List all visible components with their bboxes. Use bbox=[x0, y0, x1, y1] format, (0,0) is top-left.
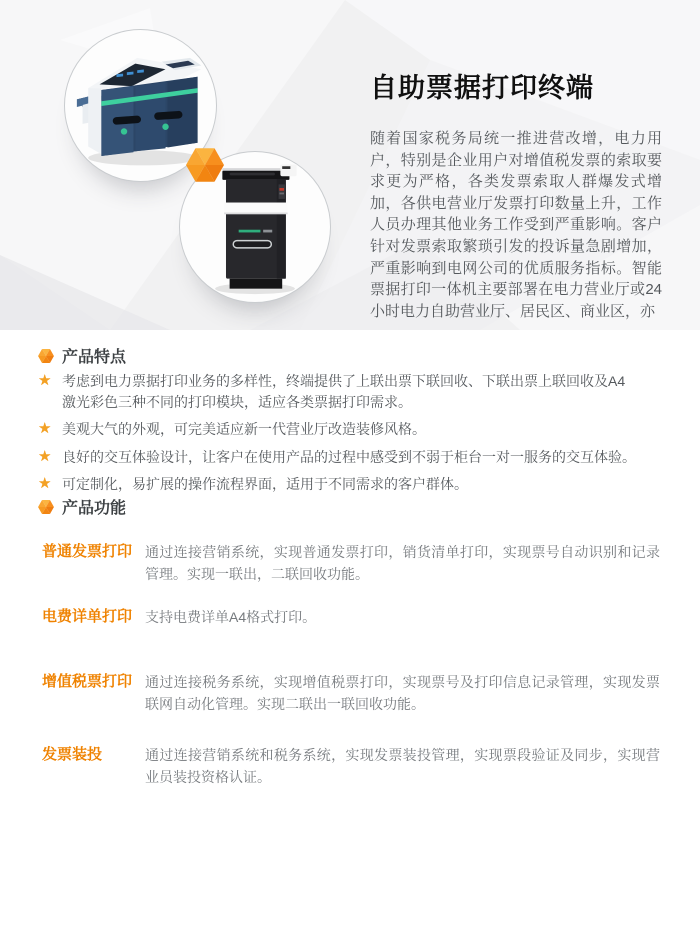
functions-heading: 产品功能 bbox=[62, 500, 127, 517]
star-icon: ★ bbox=[38, 475, 52, 492]
feature-list-item bbox=[38, 419, 638, 440]
features-heading: 产品特点 bbox=[62, 349, 127, 366]
function-row bbox=[42, 541, 660, 585]
function-description: 通过连接税务系统，实现增值税票打印，实现票号及打印信息记录管理，实现发票联网自动化管理。实现二联出一联回收功能。 bbox=[145, 674, 660, 712]
functions-section-header bbox=[38, 495, 126, 518]
feature-text: 考虑到电力票据打印业务的多样性，终端提供了上联出票下联回收、下联出票上联回收及A4激光彩色三种不同的打印模块，适应各类票据打印需求。 bbox=[62, 373, 626, 410]
hexagon-cube-icon bbox=[38, 349, 54, 363]
function-label: 增值税票打印 bbox=[42, 673, 133, 690]
star-icon: ★ bbox=[38, 372, 52, 389]
function-row bbox=[42, 744, 660, 788]
feature-list-item bbox=[38, 371, 638, 412]
star-icon: ★ bbox=[38, 420, 52, 437]
feature-text: 美观大气的外观，可完美适应新一代营业厅改造装修风格。 bbox=[62, 421, 426, 437]
feature-list-item bbox=[38, 474, 638, 495]
intro-paragraph: 随着国家税务局统一推进营改增，电力用户，特别是企业用户对增值税发票的索取要求更为严格，各类发票索取人群爆发式增加，各供电营业厅发票打印数量上升，工作人员办理其他业务工作受到严重影响。客户针对发票索取繁琐引发的投诉量急剧增加，严重影响到电网公司的优质服务指标。智能票据打印一体机主要部署在电力营业厅或24小时电力自助营业厅、居民区、商业区，亦 bbox=[370, 130, 662, 320]
hexagon-cube-icon bbox=[38, 500, 54, 514]
function-description: 支持电费详单A4格式打印。 bbox=[145, 609, 317, 625]
features-section-header bbox=[38, 344, 126, 367]
function-description: 通过连接营销系统和税务系统，实现发票装投管理，实现票段验证及同步，实现营业员装投资格认证。 bbox=[145, 747, 660, 785]
function-row bbox=[42, 671, 660, 715]
feature-list-item bbox=[38, 447, 638, 468]
function-row bbox=[42, 606, 660, 628]
star-icon: ★ bbox=[38, 447, 52, 465]
hero-text-block bbox=[370, 66, 662, 322]
function-label: 发票装投 bbox=[42, 746, 103, 763]
page-title: 自助票据打印终端 bbox=[370, 73, 594, 103]
hexagon-cube-icon bbox=[186, 148, 224, 182]
features-list bbox=[38, 371, 638, 502]
feature-text: 可定制化，易扩展的操作流程界面，适用于不同需求的客户群体。 bbox=[62, 476, 468, 492]
feature-text: 良好的交互体验设计，让客户在使用产品的过程中感受到不弱于柜台一对一服务的交互体验。 bbox=[62, 448, 636, 465]
hero-section bbox=[0, 0, 700, 330]
function-label: 普通发票打印 bbox=[42, 543, 133, 560]
function-description: 通过连接营销系统，实现普通发票打印，销货清单打印，实现票号自动识别和记录管理。实现一联出，二联回收功能。 bbox=[145, 544, 660, 582]
function-label: 电费详单打印 bbox=[42, 608, 133, 625]
